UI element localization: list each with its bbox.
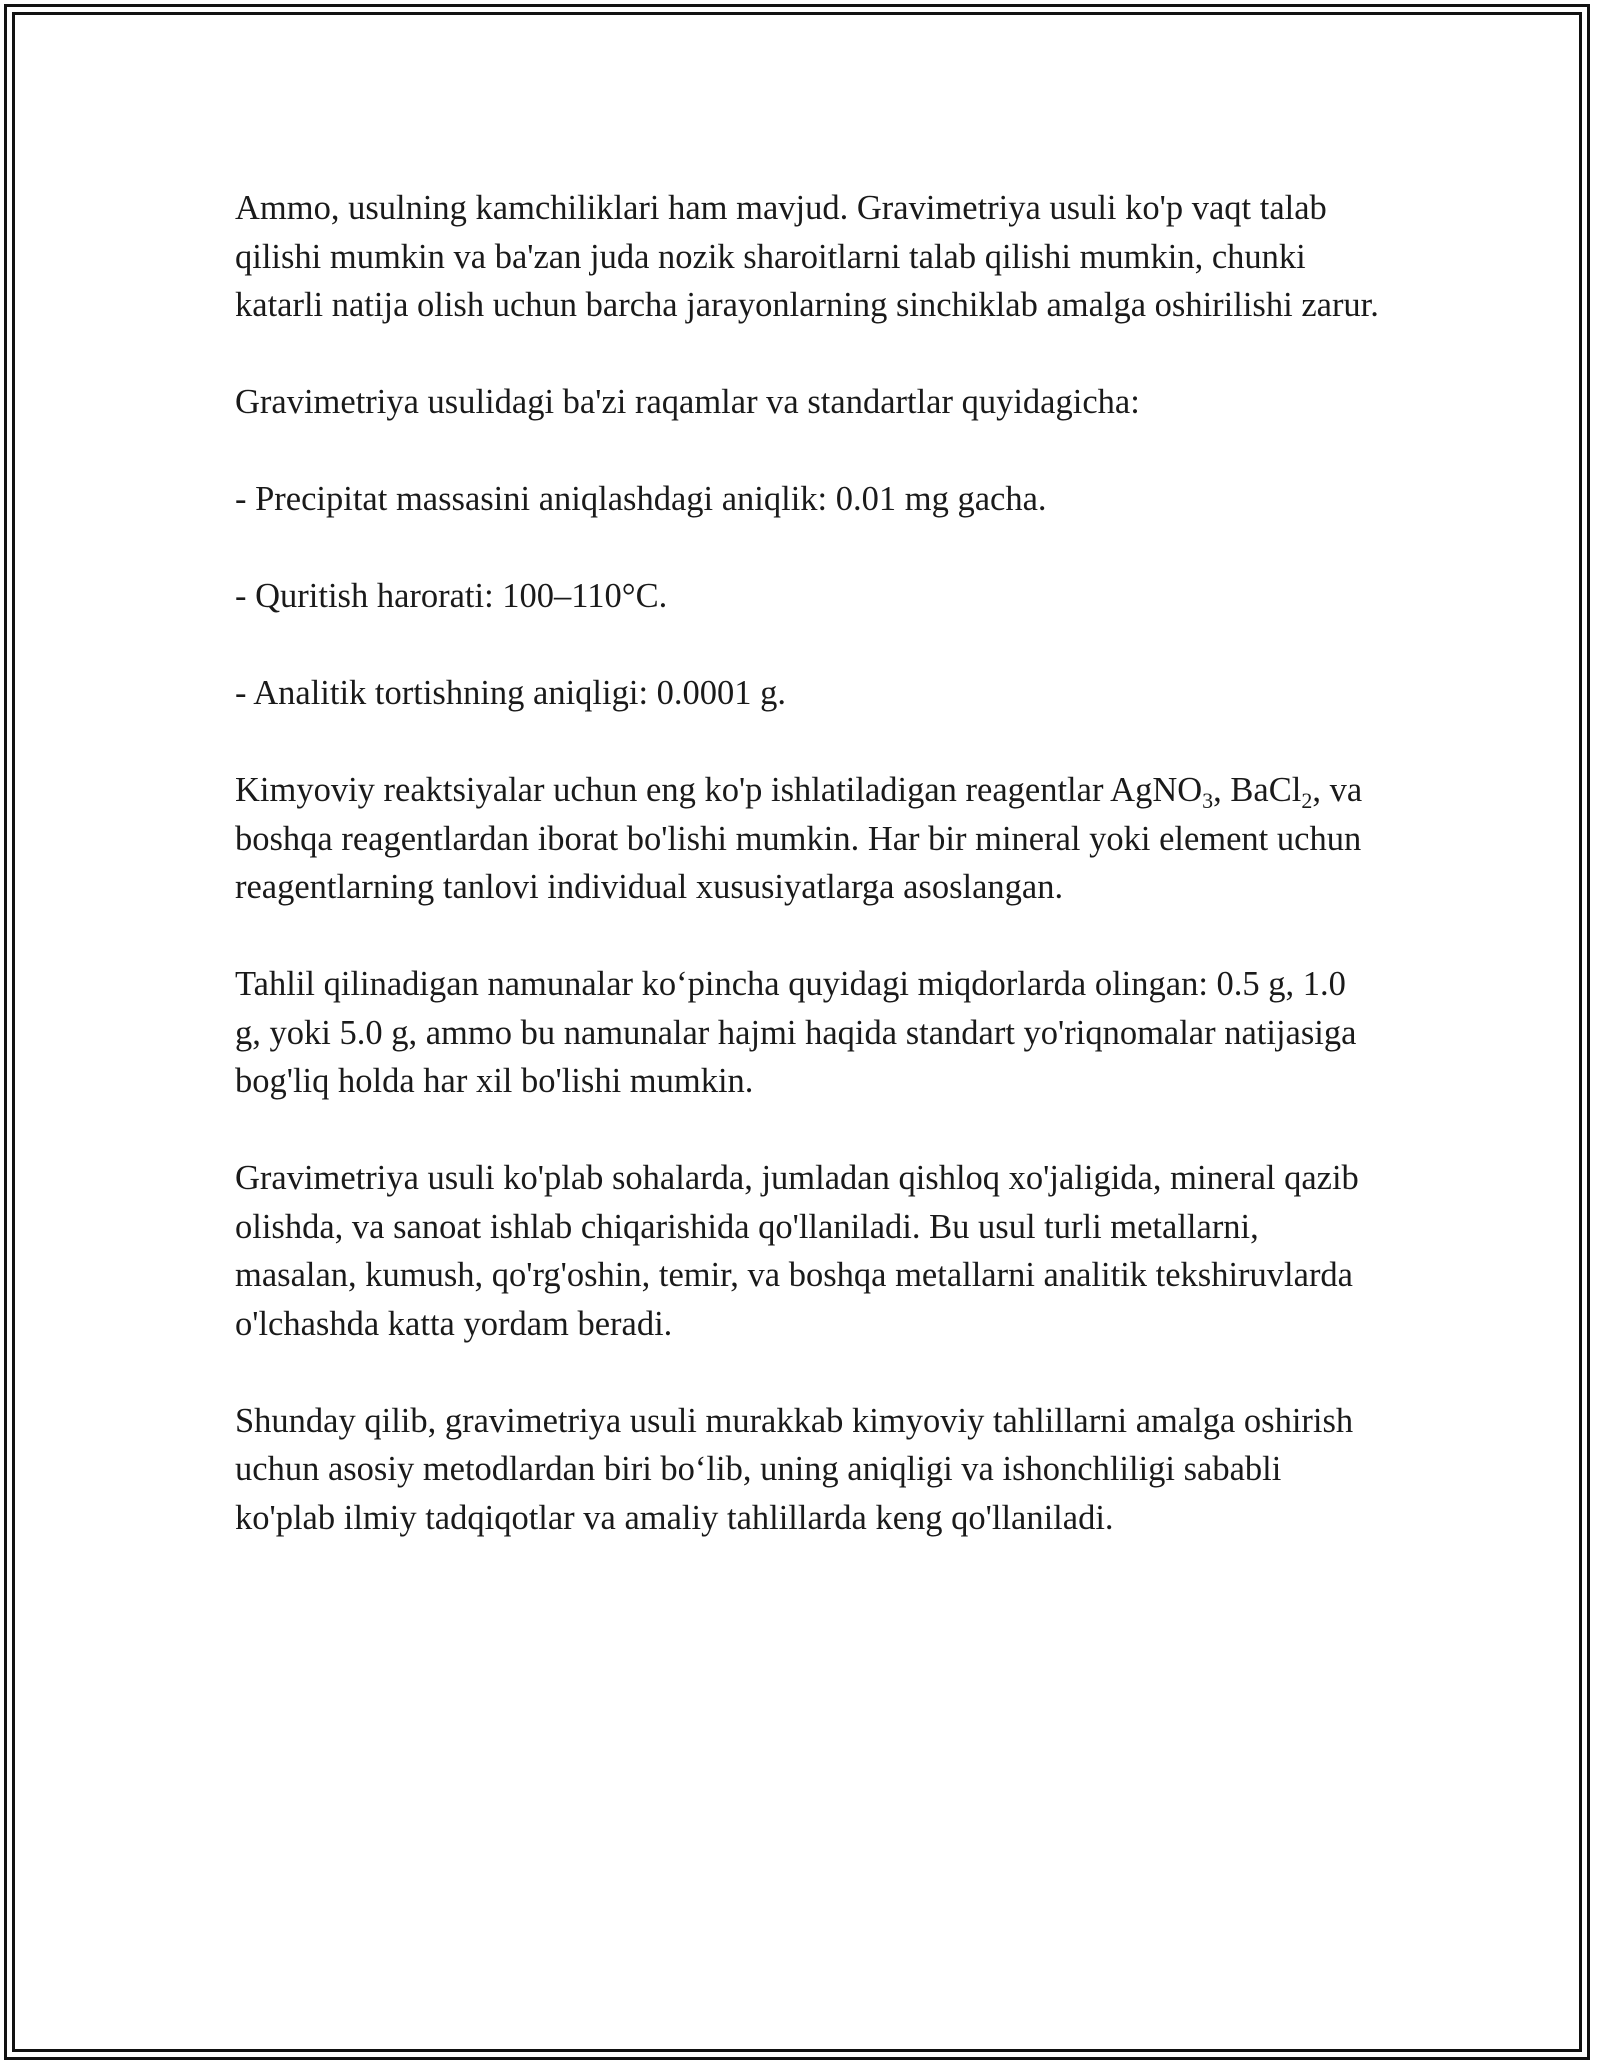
- list-item-weighing-accuracy: - Analitik tortishning aniqligi: 0.0001 g.: [235, 674, 787, 712]
- paragraph-reagents: [235, 766, 1380, 912]
- paragraph-sample-sizes: Tahlil qilinadigan namunalar ko‘pincha quyidagi miqdorlarda olingan: 0.5 g, 1.0 g, yoki 5.0 g, ammo bu namunalar hajmi haqida standart yo'riqnomalar natijasiga bog'liq holda har xil bo'lishi mumkin.: [235, 965, 1357, 1100]
- reagents-text-part-2: , BaCl: [1213, 771, 1302, 809]
- list-item-drying-temperature: - Quritish harorati: 100–110°C.: [235, 577, 668, 615]
- agno3-subscript: 3: [1202, 788, 1214, 813]
- bacl2-subscript: 2: [1301, 788, 1313, 813]
- reagents-text-part-3: , va boshqa reagentlardan iborat bo'lishi mumkin. Har bir mineral yoki element uchun reagentlarning tanlovi individual xususiyatlarga asoslangan.: [235, 771, 1363, 906]
- paragraph-standards-intro: Gravimetriya usulidagi ba'zi raqamlar va standartlar quyidagicha:: [235, 383, 1140, 421]
- list-item-precision: - Precipitat massasini aniqlashdagi aniqlik: 0.01 mg gacha.: [235, 480, 1047, 518]
- paragraph-drawbacks: Ammo, usulning kamchiliklari ham mavjud. Gravimetriya usuli ko'p vaqt talab qilishi mumkin va ba'zan juda nozik sharoitlarni talab qilishi mumkin, chunki katarli natija olish uchun barcha jarayonlarning sinchiklab amalga oshirilishi zarur.: [235, 189, 1379, 324]
- paragraph-applications: Gravimetriya usuli ko'plab sohalarda, jumladan qishloq xo'jaligida, mineral qazib olishda, va sanoat ishlab chiqarishida qo'llaniladi. Bu usul turli metallarni, masalan, kumush, qo'rg'oshin, temir, va boshqa metallarni analitik tekshiruvlarda o'lchashda katta yordam beradi.: [235, 1159, 1359, 1343]
- reagents-text-part-1: Kimyoviy reaktsiyalar uchun eng ko'p ishlatiladigan reagentlar AgNO: [235, 771, 1203, 809]
- paragraph-conclusion: Shunday qilib, gravimetriya usuli murakkab kimyoviy tahlillarni amalga oshirish uchun asosiy metodlardan biri bo‘lib, uning aniqligi va ishonchliligi sababli ko'plab ilmiy tadqiqotlar va amaliy tahlillarda keng qo'llaniladi.: [235, 1401, 1354, 1537]
- document-body: [235, 184, 1380, 1591]
